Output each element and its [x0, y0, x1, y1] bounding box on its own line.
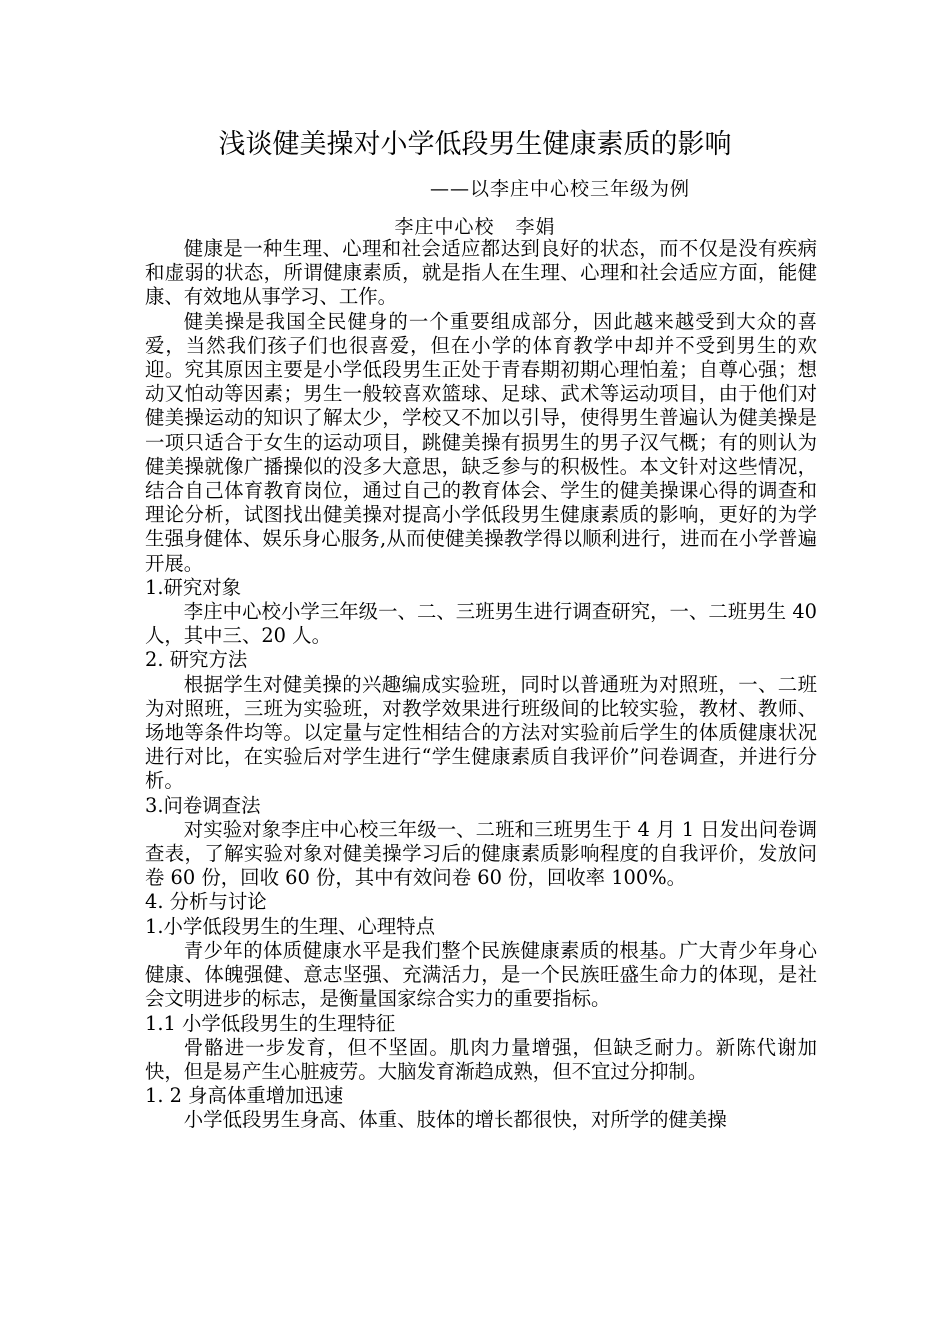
subsection-heading-growth: 1. 2 身高体重增加迅速	[145, 1084, 344, 1108]
document-author: 李庄中心校 李娟	[394, 216, 556, 238]
document-body	[145, 237, 817, 1133]
section-heading-research-subjects: 1.研究对象	[145, 575, 242, 599]
document-subtitle: ——以李庄中心校三年级为例	[430, 178, 691, 200]
subsection-text-physiology: 骨骼进一步发育，但不坚固。肌肉力量增强，但缺乏耐力。新陈代谢加快，但是易产生心脏疲劳。大脑发育渐趋成熟，但不宜过分抑制。	[145, 1035, 817, 1083]
subsection-text-characteristics: 青少年的体质健康水平是我们整个民族健康素质的根基。广大青少年身心健康、体魄强健、意志坚强、充满活力，是一个民族旺盛生命力的体现，是社会文明进步的标志，是衡量国家综合实力的重要指标。	[145, 938, 817, 1011]
intro-paragraph-1: 健康是一种生理、心理和社会适应都达到良好的状态，而不仅是没有疾病和虚弱的状态，所谓健康素质，就是指人在生理、心理和社会适应方面，能健康、有效地从事学习、工作。	[145, 237, 817, 309]
section-text-research-methods: 根据学生对健美操的兴趣编成实验班，同时以普通班为对照班，一、二班为对照班，三班为实验班，对教学效果进行班级间的比较实验，教材、教师、场地等条件均等。以定量与定性相结合的方法对实验前后学生的体质健康状况进行对比，在实验后对学生进行“学生健康素质自我评价”问卷调查，并进行分析。	[145, 672, 817, 793]
subsection-heading-physiology: 1.1 小学低段男生的生理特征	[145, 1011, 396, 1035]
subsection-text-growth: 小学低段男生身高、体重、肢体的增长都很快，对所学的健美操	[183, 1108, 727, 1132]
intro-paragraph-2: 健美操是我国全民健身的一个重要组成部分，因此越来越受到大众的喜爱，当然我们孩子们也很喜爱，但在小学的体育教学中却并不受到男生的欢迎。究其原因主要是小学低段男生正处于青春期初期心理怕羞；自尊心强；想动又怕动等因素；男生一般较喜欢篮球、足球、武术等运动项目，由于他们对健美操运动的知识了解太少，学校又不加以引导，使得男生普遍认为健美操是一项只适合于女生的运动项目，跳健美操有损男生的男子汉气概；有的则认为健美操就像广播操似的没多大意思，缺乏参与的积极性。本文针对这些情况，结合自己体育教育岗位，通过自己的教育体会、学生的健美操课心得的调查和理论分析，试图找出健美操对提高小学低段男生健康素质的影响，更好的为学生强身健体、娱乐身心服务,从而使健美操教学得以顺利进行，进而在小学普遍开展。	[145, 309, 817, 575]
section-text-questionnaire: 对实验对象李庄中心校三年级一、二班和三班男生于 4 月 1 日发出问卷调查表，了解实验对象对健美操学习后的健康素质影响程度的自我评价，发放问卷 60 份，回收 60 份，其中有效问卷 60 份，回收率 100%。	[145, 817, 817, 890]
section-text-research-subjects: 李庄中心校小学三年级一、二、三班男生进行调查研究，一、二班男生 40 人，其中三、20 人。	[145, 600, 817, 648]
section-heading-research-methods: 2. 研究方法	[145, 648, 248, 672]
section-heading-questionnaire: 3.问卷调查法	[145, 793, 261, 817]
subsection-heading-characteristics: 1.小学低段男生的生理、心理特点	[145, 914, 435, 938]
document-title: 浅谈健美操对小学低段男生健康素质的影响	[218, 129, 732, 160]
section-heading-analysis: 4. 分析与讨论	[145, 890, 267, 914]
